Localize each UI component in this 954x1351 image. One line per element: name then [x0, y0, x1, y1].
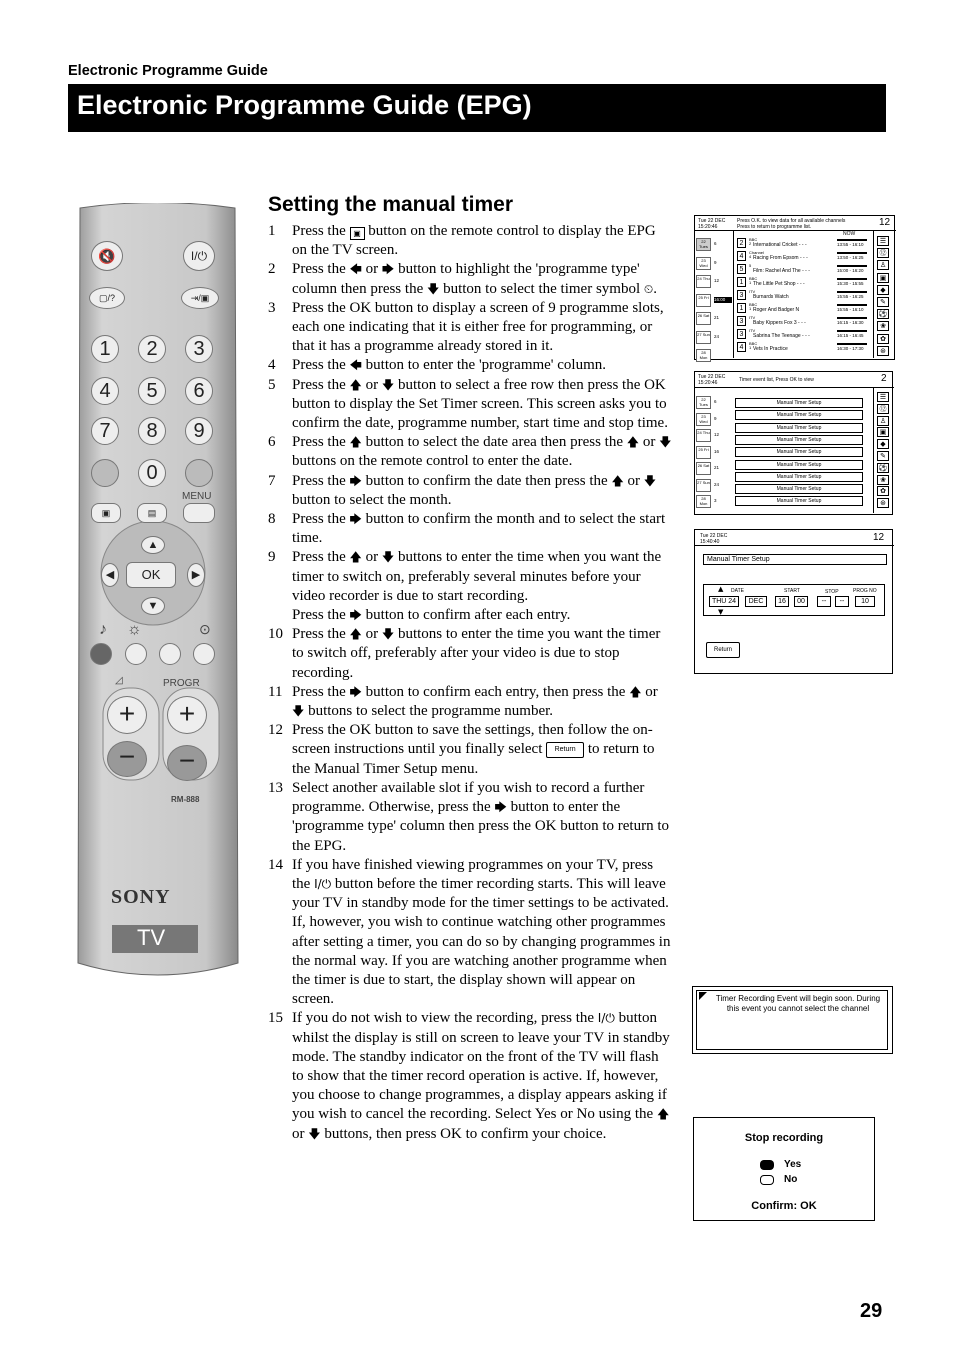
down-arrow-icon: 🡇 [292, 704, 305, 719]
step-3: 3 Press the OK button to display a screen of 9 programme slots, each one indicating that it is either free for programming, or that it has a programme already stored in it. [268, 299, 664, 355]
epg-time-cell: 16:00 [714, 297, 732, 303]
epg-programme-time: 13:50 - 16:25 [837, 255, 864, 260]
digit-5-button[interactable]: 5 [138, 377, 166, 405]
epg-channel-name: ITV [749, 328, 756, 333]
programme-up-button[interactable]: + [167, 696, 207, 734]
epg-programme-number: 3 [737, 329, 746, 339]
remote-control [75, 203, 240, 980]
up-arrow-icon: 🡅 [629, 684, 642, 699]
down-arrow-icon: 🡇 [381, 377, 395, 392]
manual-timer-slot: Manual Timer Setup [735, 435, 863, 445]
epg-message-1: Press O.K. to view data for all available channels [737, 218, 846, 224]
yes-option[interactable]: Yes [784, 1159, 802, 1170]
remote-body-shape [75, 203, 240, 980]
epg-channel-name: BBC 1 [749, 302, 758, 311]
epg-message-2: Press to return to programme list. [737, 224, 812, 230]
manual-timer-setup-screen: Tue 22 DEC 15:40:40 12 Manual Timer Setup DATE START STOP PROG NO ▲ ▼ THU 24 DEC 16 00 -- -- 10 Return [694, 529, 893, 674]
timer-list-time: 15:20:46 [698, 380, 718, 386]
epg-channel-number: 12 [879, 217, 891, 228]
page-title: Electronic Programme Guide (EPG) [77, 90, 532, 120]
back-button[interactable] [185, 459, 213, 487]
down-arrow-icon: 🡇 [643, 473, 657, 488]
timer-time-cell: 9 [714, 415, 717, 421]
timer-list-date: Tue 22 DEC [698, 374, 726, 380]
genre-icon: ◆ [877, 439, 889, 449]
epg-time: 15:20:46 [698, 224, 718, 230]
step-1: 1 Press the ▣ button on the remote control to display the EPG on the TV screen. [268, 223, 656, 259]
genre-icon: ✿ [877, 334, 889, 344]
up-arrow-icon: 🡅 [656, 1107, 670, 1122]
genre-icon: ✎ [877, 297, 889, 307]
down-arrow-icon: 🡇 [308, 1126, 321, 1141]
menu-button[interactable] [183, 503, 215, 523]
genre-icon: ❀ [877, 475, 889, 485]
manual-timer-slot: Manual Timer Setup [735, 460, 863, 470]
epg-progress-bar [837, 239, 867, 241]
epg-programme-title: Roger And Badger N [753, 307, 800, 313]
epg-time-cell: 6 [714, 241, 717, 246]
epg-progress-bar [837, 304, 867, 306]
timer-day-cell: 26 Sat [696, 462, 711, 475]
ok-button[interactable]: OK [126, 562, 176, 588]
epg-time-cell: 9 [714, 259, 717, 265]
setup-month-field[interactable]: DEC [745, 596, 767, 607]
brand-logo: SONY [111, 886, 171, 908]
timer-time-cell: 16 [714, 448, 720, 454]
picture-icon: ☼ [127, 621, 142, 638]
manual-timer-slot: Manual Timer Setup [735, 398, 863, 408]
volume-down-button[interactable]: − [107, 741, 147, 777]
manual-timer-slot: Manual Timer Setup [735, 410, 863, 420]
right-arrow-icon: 🡆 [494, 800, 507, 815]
blue-button[interactable] [193, 643, 215, 665]
step-4: 4 Press the 🡄 button to enter the 'programme' column. [268, 357, 607, 374]
up-nav-button[interactable]: ▲ [141, 536, 165, 554]
timer-day-cell: 23 Wed [696, 413, 711, 426]
confirm-prompt: Confirm: OK [751, 1200, 817, 1212]
step-10: 10 Press the 🡅 or 🡇 buttons to enter the time you want the timer to switch off, preferably after your video is due to stop recording. [268, 626, 661, 681]
down-arrow-icon: 🡇 [659, 435, 672, 450]
red-button[interactable] [90, 643, 112, 665]
genre-icon: ✎ [877, 451, 889, 461]
epg-day-cell: 25 Fri [696, 294, 711, 307]
epg-progress-bar [837, 265, 867, 267]
tv-label: TV [137, 925, 166, 950]
genre-icon: ⑫ [877, 248, 889, 258]
timer-list-message: Timer event list, Press OK to view [739, 377, 814, 383]
genre-icon: ☰ [877, 392, 889, 402]
manual-timer-slot: Manual Timer Setup [735, 447, 863, 457]
step-11: 11 Press the 🡆 button to confirm each entry, then press the 🡅 or 🡇 buttons to select the programme number. [268, 683, 658, 720]
epg-programme-time: 13:55 - 16:10 [837, 242, 864, 247]
genre-icon: ♙ [877, 260, 889, 270]
power-icon: I/⏻ [597, 1011, 615, 1026]
power-button[interactable]: I/⏻ [183, 241, 215, 271]
timer-day-cell: 22 Tues [696, 396, 711, 409]
corner-marker-icon [699, 992, 707, 1000]
step-14: 14 If you have finished viewing programmes on your TV, press the I/⏻ button before the timer recording starts. This will leave your TV in standby mode for the timer settings to be activated. If, however, you wish to continue watching other programmes after setting a timer, you can do so by changing programmes in the normal way. If you are watching another programme when the timer is due to start, the display shown will appear on screen. [268, 856, 671, 1008]
manual-timer-slot: Manual Timer Setup [735, 423, 863, 433]
timer-day-cell: 24 Thu [696, 429, 711, 442]
no-option[interactable]: No [784, 1174, 798, 1185]
right-arrow-icon: 🡆 [349, 512, 362, 527]
setup-return-button[interactable]: Return [706, 642, 740, 658]
step-13: 13 Select another available slot if you wish to record a further programme. Otherwise, press the 🡆 button to enter the 'programme type' column then press the OK button to return to the EPG. [268, 779, 669, 854]
volume-up-button[interactable]: + [107, 696, 147, 734]
epg-programme-title: Film: Rachel And The - - - [753, 268, 810, 274]
digit-8-button[interactable]: 8 [138, 417, 166, 445]
epg-day-cell: 26 Sat [696, 312, 711, 325]
step-15: 15 If you do not wish to view the recording, press the I/⏻ button whilst the display is still on screen to leave your TV in standby mode. The standby indicator on the front of the TV will flash to show that the timer record operation is active. If, however, you choose to change programmes, a display appears asking if you wish to cancel the recording. Select Yes or No using the 🡅 or 🡇 buttons, then press OK to confirm your choice. [268, 1010, 670, 1142]
timer-symbol-icon: ⏲ [643, 281, 654, 296]
input-button[interactable]: ⇥/▣ [181, 287, 219, 309]
timer-list-number: 2 [881, 373, 887, 384]
step-8: 8 Press the 🡆 button to confirm the month and to select the start time. [268, 511, 666, 547]
right-nav-button[interactable]: ▶ [187, 563, 205, 587]
genre-icon: ◆ [877, 285, 889, 295]
epg-channel-name: Channel 4 [749, 250, 764, 259]
volume-icon: ◿ [115, 675, 123, 686]
epg-programme-time: 16:30 - 17:30 [837, 346, 864, 351]
epg-programme-title: Vets In Practice [753, 346, 788, 352]
epg-programme-number: 4 [737, 251, 746, 261]
genre-icon: ▣ [877, 427, 889, 437]
epg-programme-number: 3 [737, 316, 746, 326]
down-arrow-icon: 🡇 [381, 627, 395, 642]
epg-programme-title: The Little Pet Shop - - - [753, 281, 805, 287]
epg-progress-bar [837, 317, 867, 319]
digit-6-button[interactable]: 6 [185, 377, 213, 405]
epg-programme-title: Sabrina The Teenage - - - [753, 333, 810, 339]
setup-date-label: DATE [731, 588, 744, 594]
no-option-indicator [760, 1175, 774, 1185]
digit-2-button[interactable]: 2 [138, 335, 166, 363]
step-6: 6 Press the 🡅 button to select the date area then press the 🡅 or 🡇 buttons on the remote control to enter the date. [268, 434, 672, 470]
digit-7-button[interactable]: 7 [91, 417, 119, 445]
up-arrow-icon: 🡅 [626, 435, 640, 450]
epg-day-cell: 23 Wed [696, 257, 711, 270]
epg-day-cell: 22 Tues [696, 238, 711, 251]
setup-start-minute-field[interactable]: 00 [794, 596, 808, 607]
up-arrow-icon: 🡅 [349, 435, 362, 450]
down-arrow-icon: 🡇 [426, 281, 440, 296]
epg-now-label: NOW [843, 231, 856, 237]
epg-programme-time: 16:15 - 16:45 [837, 333, 864, 338]
timer-time-cell: 24 [714, 481, 720, 487]
yes-selected-indicator [760, 1160, 774, 1170]
epg-programme-time: 15:30 - 15:55 [837, 281, 864, 286]
genre-icon: ♙ [877, 416, 889, 426]
timer-time-cell: 6 [714, 399, 717, 404]
mute-button[interactable]: 🔇 [91, 241, 123, 271]
setup-title: Manual Timer Setup [703, 554, 887, 565]
up-arrow-icon: 🡅 [349, 550, 362, 565]
timer-time-cell: 3 [714, 498, 717, 503]
manual-timer-slot: Manual Timer Setup [735, 472, 863, 482]
setup-day-field[interactable]: THU 24 [709, 596, 739, 607]
setup-prog-label: PROG NO [853, 588, 877, 594]
epg-channel-name: BBC 2 [749, 237, 758, 246]
digit-1-button[interactable]: 1 [91, 335, 119, 363]
stop-recording-dialog [693, 1117, 875, 1221]
timer-day-cell: 27 Sun [696, 479, 711, 492]
running-header: Electronic Programme Guide [68, 63, 268, 79]
digit-10-button[interactable] [91, 459, 119, 487]
epg-programme-time: 15:55 - 16:25 [837, 294, 864, 299]
manual-timer-slot: Manual Timer Setup [735, 484, 863, 494]
epg-channel-name: BBC 1 [749, 276, 758, 285]
epg-date: Tue 22 DEC [698, 218, 726, 224]
setup-programme-field[interactable]: 10 [855, 596, 875, 607]
epg-day-cell: 27 Sun [696, 331, 711, 344]
epg-channel-name: ITV [749, 315, 756, 320]
step-12: 12 Press the OK button to save the settings, then follow the on-screen instructions until you finally select Return to return to the Manual Timer Setup menu. [268, 722, 655, 777]
epg-channel-name: BBC 1 [749, 341, 758, 350]
info-button[interactable]: ▢/? [89, 287, 125, 309]
down-arrow-icon: 🡇 [381, 550, 395, 565]
epg-programme-time: 16:15 - 16:30 [837, 320, 864, 325]
epg-programme-number: 4 [737, 342, 746, 352]
setup-time: 15:40:40 [700, 539, 720, 545]
screen-icon: ⊙ [199, 621, 211, 637]
step-7: 7 Press the 🡆 button to confirm the date then press the 🡅 or 🡇 button to select the month. [268, 472, 657, 508]
setup-stop-hour-field[interactable]: -- [817, 596, 831, 607]
title-bar [68, 84, 886, 132]
right-arrow-icon: 🡆 [349, 473, 362, 488]
right-arrow-icon: 🡆 [349, 608, 362, 623]
green-button[interactable] [125, 643, 147, 665]
digit-9-button[interactable]: 9 [185, 417, 213, 445]
genre-icon: ⑫ [877, 404, 889, 414]
steps-list [268, 222, 672, 1144]
step-2: 2 Press the 🡄 or 🡆 button to highlight the 'programme type' column then press the 🡇 button to select the timer symbol ⏲. [268, 261, 658, 297]
epg-channel-name: 5 [749, 263, 752, 268]
left-arrow-icon: 🡄 [349, 358, 362, 373]
epg-programme-number: 2 [737, 238, 746, 248]
epg-channel-name: ITV [749, 289, 756, 294]
epg-programme-title: Racing From Epsom - - - [753, 255, 808, 261]
step-9: 9 Press the 🡅 or 🡇 buttons to enter the time when you want the timer to switch on, preferably several minutes before your video recorder is due to start recording. Press the 🡆 button to confirm after each entry. [268, 549, 662, 624]
epg-progress-bar [837, 291, 867, 293]
digit-0-button[interactable]: 0 [138, 459, 166, 487]
epg-programme-number: 1 [737, 303, 746, 313]
genre-icon: ❀ [877, 321, 889, 331]
progr-label: PROGR [163, 678, 200, 689]
up-arrow-icon: 🡅 [611, 473, 624, 488]
up-arrow-icon: 🡅 [349, 377, 362, 392]
epg-time-cell: 21 [714, 315, 720, 320]
epg-programme-title: Baby Kippers Fox 3 - - - [753, 320, 806, 326]
yellow-button[interactable] [159, 643, 181, 665]
epg-day-cell: 28 Mon [696, 349, 711, 362]
stop-recording-title: Stop recording [744, 1132, 824, 1144]
right-arrow-icon: 🡆 [349, 684, 362, 699]
epg-programme-number: 5 [737, 264, 746, 274]
digit-4-button[interactable]: 4 [91, 377, 119, 405]
setup-stop-label: STOP [825, 589, 839, 595]
timer-day-cell: 28 Mon [696, 495, 711, 508]
epg-programme-title: International Cricket - - - [753, 242, 807, 248]
guide-button-icon: ▣ [350, 227, 365, 240]
epg-progress-bar [837, 252, 867, 254]
genre-icon: ⚽ [878, 310, 888, 319]
teletext-button[interactable]: ▤ [137, 503, 167, 523]
epg-programme-time: 15:55 - 16:10 [837, 307, 864, 312]
down-nav-button[interactable]: ▼ [141, 597, 165, 615]
epg-screen [694, 215, 895, 360]
model-label: RM-888 [171, 795, 200, 804]
epg-programme-number: 3 [737, 290, 746, 300]
genre-icon: ✿ [877, 486, 889, 496]
epg-progress-bar [837, 343, 867, 345]
return-button-icon: Return [546, 742, 584, 758]
timer-recording-notice [692, 986, 893, 1054]
power-icon: I/⏻ [314, 876, 332, 891]
epg-progress-bar [837, 278, 867, 280]
timer-event-list-screen [694, 371, 893, 515]
timer-time-cell: 12 [714, 432, 720, 437]
setup-start-label: START [784, 588, 800, 594]
right-arrow-icon: 🡆 [381, 262, 395, 277]
genre-icon: ⊛ [877, 346, 889, 356]
sound-icon: ♪ [99, 621, 107, 638]
genre-icon: ▣ [877, 273, 889, 283]
timer-day-cell: 25 Fri [696, 446, 711, 459]
page-number: 29 [860, 1300, 883, 1322]
programme-down-button[interactable]: − [167, 745, 207, 781]
epg-time-cell: 24 [714, 333, 720, 339]
epg-time-cell: 12 [714, 278, 720, 283]
digit-3-button[interactable]: 3 [185, 335, 213, 363]
epg-progress-bar [837, 330, 867, 332]
left-nav-button[interactable]: ◀ [101, 563, 119, 587]
guide-button[interactable]: ▣ [91, 503, 121, 523]
section-title: Setting the manual timer [268, 193, 514, 216]
setup-stop-minute-field[interactable]: -- [835, 596, 849, 607]
menu-label: MENU [182, 491, 212, 502]
genre-icon: ⊛ [877, 498, 889, 508]
genre-icon: ⚽ [878, 463, 888, 472]
epg-programme-number: 1 [737, 277, 746, 287]
genre-icon: ☰ [877, 236, 889, 246]
setup-number: 12 [873, 532, 885, 543]
setup-date: Tue 22 DEC [700, 533, 728, 539]
epg-programme-title: Burnards Watch [753, 294, 789, 300]
setup-start-hour-field[interactable]: 16 [775, 596, 789, 607]
epg-programme-time: 15:00 - 16:20 [837, 268, 864, 273]
left-arrow-icon: 🡄 [349, 262, 362, 277]
step-5: 5 Press the 🡅 or 🡇 button to select a free row then press the OK button to display the Set Timer screen. This screen asks you to confirm the date, programme number, start time and stop time. [268, 376, 668, 432]
timer-notice-text: Timer Recording Event will begin soon. During this event you cannot select the channel [715, 994, 881, 1013]
timer-time-cell: 21 [714, 465, 720, 470]
manual-timer-slot: Manual Timer Setup [735, 496, 863, 506]
up-arrow-icon: 🡅 [349, 627, 362, 642]
epg-day-cell: 24 Thu [696, 275, 711, 288]
